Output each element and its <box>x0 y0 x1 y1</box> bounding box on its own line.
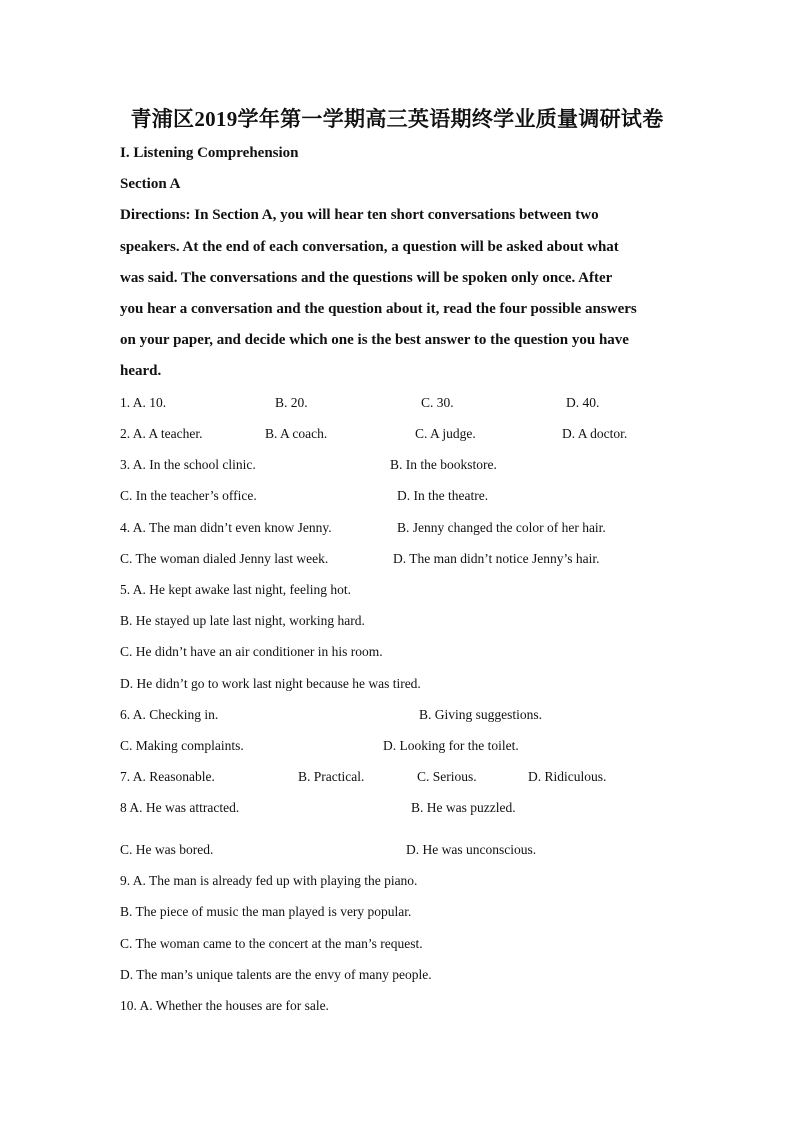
q6-option-a: 6. A. Checking in. <box>120 707 219 722</box>
q7-option-b: B. Practical. <box>298 769 365 784</box>
q10-option-a: 10. A. Whether the houses are for sale. <box>120 998 329 1013</box>
q8-option-c: C. He was bored. <box>120 842 214 857</box>
q2-option-b: B. A coach. <box>265 426 328 441</box>
q7-option-c: C. Serious. <box>417 769 477 784</box>
q6-option-b: B. Giving suggestions. <box>419 707 543 722</box>
q5-option-b: B. He stayed up late last night, working hard. <box>120 613 365 628</box>
q4-option-b: B. Jenny changed the color of her hair. <box>397 520 606 535</box>
directions-line: heard. <box>120 363 162 379</box>
q4-option-c: C. The woman dialed Jenny last week. <box>120 551 329 566</box>
q8-option-d: D. He was unconscious. <box>406 842 537 857</box>
q9-option-b: B. The piece of music the man played is very popular. <box>120 904 412 919</box>
q3-option-d: D. In the theatre. <box>397 488 489 503</box>
directions-line: was said. The conversations and the questions will be spoken only once. After <box>120 270 613 286</box>
directions-line: on your paper, and decide which one is the best answer to the question you have <box>120 332 629 348</box>
q5-option-a: 5. A. He kept awake last night, feeling hot. <box>120 582 351 597</box>
q9-option-d: D. The man’s unique talents are the envy of many people. <box>120 967 432 982</box>
directions-line: speakers. At the end of each conversation, a question will be asked about what <box>120 239 619 255</box>
q2-option-d: D. A doctor. <box>562 426 628 441</box>
q2-option-a: 2. A. A teacher. <box>120 426 203 441</box>
q8-option-b: B. He was puzzled. <box>411 800 516 815</box>
q1-option-d: D. 40. <box>566 395 600 410</box>
q3-option-b: B. In the bookstore. <box>390 457 497 472</box>
directions-line: you hear a conversation and the question about it, read the four possible answers <box>120 301 637 317</box>
q5-option-d: D. He didn’t go to work last night because he was tired. <box>120 676 421 691</box>
q9-option-c: C. The woman came to the concert at the man’s request. <box>120 936 423 951</box>
q8-option-a: 8 A. He was attracted. <box>120 800 240 815</box>
q1-option-a: 1. A. 10. <box>120 395 167 410</box>
q6-option-c: C. Making complaints. <box>120 738 244 753</box>
part-heading: I. Listening Comprehension <box>120 145 299 161</box>
q1-option-b: B. 20. <box>275 395 308 410</box>
section-heading: Section A <box>120 176 181 192</box>
q2-option-c: C. A judge. <box>415 426 476 441</box>
q7-option-a: 7. A. Reasonable. <box>120 769 215 784</box>
q4-option-a: 4. A. The man didn’t even know Jenny. <box>120 520 332 535</box>
q3-option-a: 3. A. In the school clinic. <box>120 457 256 472</box>
q9-option-a: 9. A. The man is already fed up with playing the piano. <box>120 873 418 888</box>
exam-title: 青浦区2019学年第一学期高三英语期终学业质量调研试卷 <box>130 107 664 131</box>
q1-option-c: C. 30. <box>421 395 454 410</box>
q5-option-c: C. He didn’t have an air conditioner in his room. <box>120 644 383 659</box>
q4-option-d: D. The man didn’t notice Jenny’s hair. <box>393 551 600 566</box>
q3-option-c: C. In the teacher’s office. <box>120 488 257 503</box>
directions-line: Directions: In Section A, you will hear ten short conversations between two <box>120 207 599 223</box>
q7-option-d: D. Ridiculous. <box>528 769 607 784</box>
q6-option-d: D. Looking for the toilet. <box>383 738 519 753</box>
